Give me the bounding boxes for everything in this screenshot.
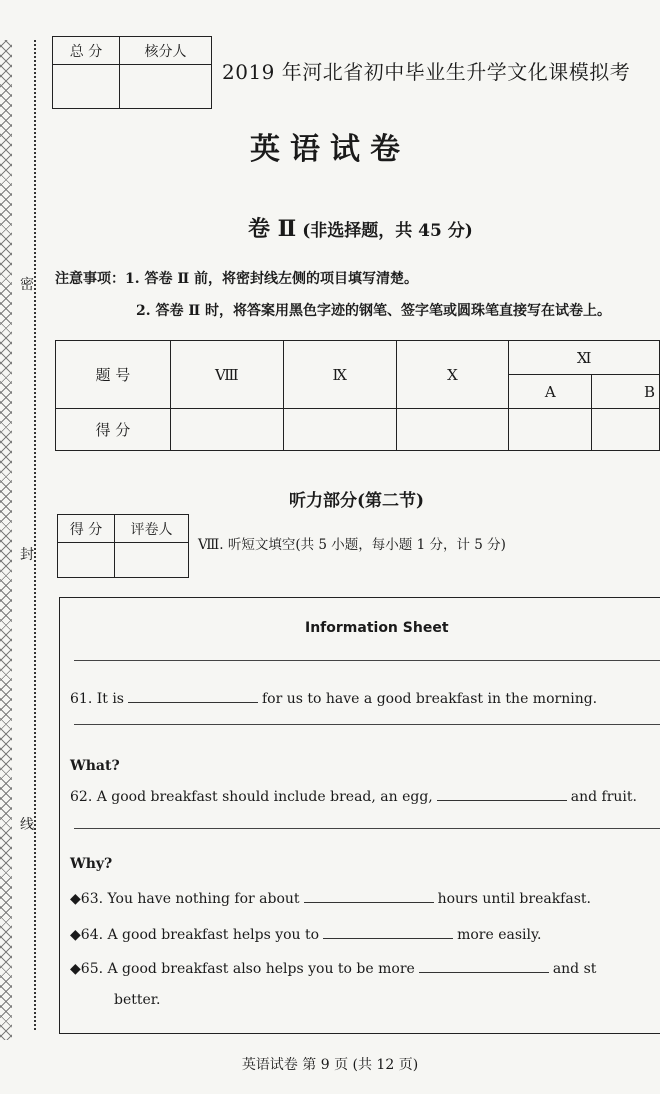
q61-blank[interactable] — [128, 688, 258, 703]
score-cell-ix[interactable] — [283, 409, 396, 451]
question-65 — [70, 958, 596, 977]
notes-line-1 — [55, 268, 418, 288]
checker-cell[interactable] — [120, 65, 212, 109]
paper-title — [248, 212, 473, 243]
binding-edge-pattern — [0, 40, 12, 1040]
why-label: Why? — [70, 856, 113, 872]
q62-text-after: and fruit. — [570, 789, 637, 805]
seal-mark-feng: 封 — [20, 547, 34, 563]
score-cell-x[interactable] — [396, 409, 509, 451]
bullet-icon: ◆ — [70, 961, 81, 977]
notes-label: 注意事项： — [55, 271, 125, 287]
score-cell-xi-b[interactable] — [592, 409, 660, 451]
seal-line — [34, 40, 36, 1030]
grader-score-label: 得 分 — [58, 515, 115, 543]
q62-text-before: 62. A good breakfast should include bread, an egg, — [70, 789, 433, 805]
paper-name: 卷 Ⅱ — [248, 216, 297, 242]
q65-text-before: 65. A good breakfast also helps you to be more — [80, 961, 415, 977]
question-64 — [70, 924, 542, 943]
question-63 — [70, 888, 591, 907]
exam-title: 2019 年河北省初中毕业生升学文化课模拟考 — [222, 60, 631, 84]
what-label: What? — [70, 758, 120, 774]
question-61 — [70, 688, 597, 707]
q63-blank[interactable] — [304, 888, 434, 903]
question-62 — [70, 786, 637, 805]
col-ix: Ⅸ — [283, 341, 396, 409]
total-score-cell[interactable] — [53, 65, 120, 109]
information-sheet — [59, 597, 660, 1034]
notes-item-2: 2. 答卷 Ⅱ 时，将答案用黑色字迹的钢笔、签字笔或圆珠笔直接写在试卷上。 — [136, 303, 612, 319]
sheet-divider — [74, 660, 660, 661]
grader-score-cell[interactable] — [58, 543, 115, 578]
q65-text-after: and st — [552, 961, 597, 977]
sheet-divider — [74, 724, 660, 725]
q64-blank[interactable] — [323, 924, 453, 939]
score-row-label: 得 分 — [56, 409, 171, 451]
question-number-label: 题 号 — [56, 341, 171, 409]
score-cell-xi-a[interactable] — [509, 409, 592, 451]
total-score-label: 总 分 — [53, 37, 120, 65]
q63-text-after: hours until breakfast. — [437, 891, 591, 907]
q64-text-before: 64. A good breakfast helps you to — [80, 927, 320, 943]
section-heading: 听力部分(第二节) — [289, 491, 425, 511]
seal-mark-mi: 密 — [20, 277, 34, 293]
grader-label: 评卷人 — [115, 515, 189, 543]
score-table — [55, 340, 660, 451]
q65-continuation: better. — [114, 992, 161, 1008]
q61-text-after: for us to have a good breakfast in the morning. — [261, 691, 598, 707]
grader-box — [57, 514, 189, 578]
col-xi-a: A — [509, 375, 592, 409]
col-xi-b: B — [592, 375, 660, 409]
col-viii: Ⅷ — [170, 341, 283, 409]
checker-label: 核分人 — [120, 37, 212, 65]
notes-item-1: 1. 答卷 Ⅱ 前，将密封线左侧的项目填写清楚。 — [125, 271, 419, 287]
col-x: Ⅹ — [396, 341, 509, 409]
sheet-divider — [74, 828, 660, 829]
sheet-title: Information Sheet — [305, 620, 449, 636]
score-cell-viii[interactable] — [170, 409, 283, 451]
grader-name-cell[interactable] — [115, 543, 189, 578]
paper-detail: (非选择题，共 45 分) — [302, 221, 473, 241]
seal-mark-xian: 线 — [20, 817, 34, 833]
q61-text-before: 61. It is — [70, 691, 124, 707]
q63-text-before: 63. You have nothing for about — [80, 891, 300, 907]
q65-blank[interactable] — [419, 958, 549, 973]
total-score-box — [52, 36, 212, 109]
bullet-icon: ◆ — [70, 927, 81, 943]
q62-blank[interactable] — [437, 786, 567, 801]
subject-title: 英语试卷 — [250, 132, 410, 167]
col-xi-group: Ⅺ — [509, 341, 660, 375]
q64-text-after: more easily. — [457, 927, 542, 943]
bullet-icon: ◆ — [70, 891, 81, 907]
page-footer: 英语试卷 第 9 页 (共 12 页) — [241, 1057, 419, 1073]
section-instruction: Ⅷ. 听短文填空(共 5 小题，每小题 1 分，计 5 分) — [198, 537, 506, 553]
